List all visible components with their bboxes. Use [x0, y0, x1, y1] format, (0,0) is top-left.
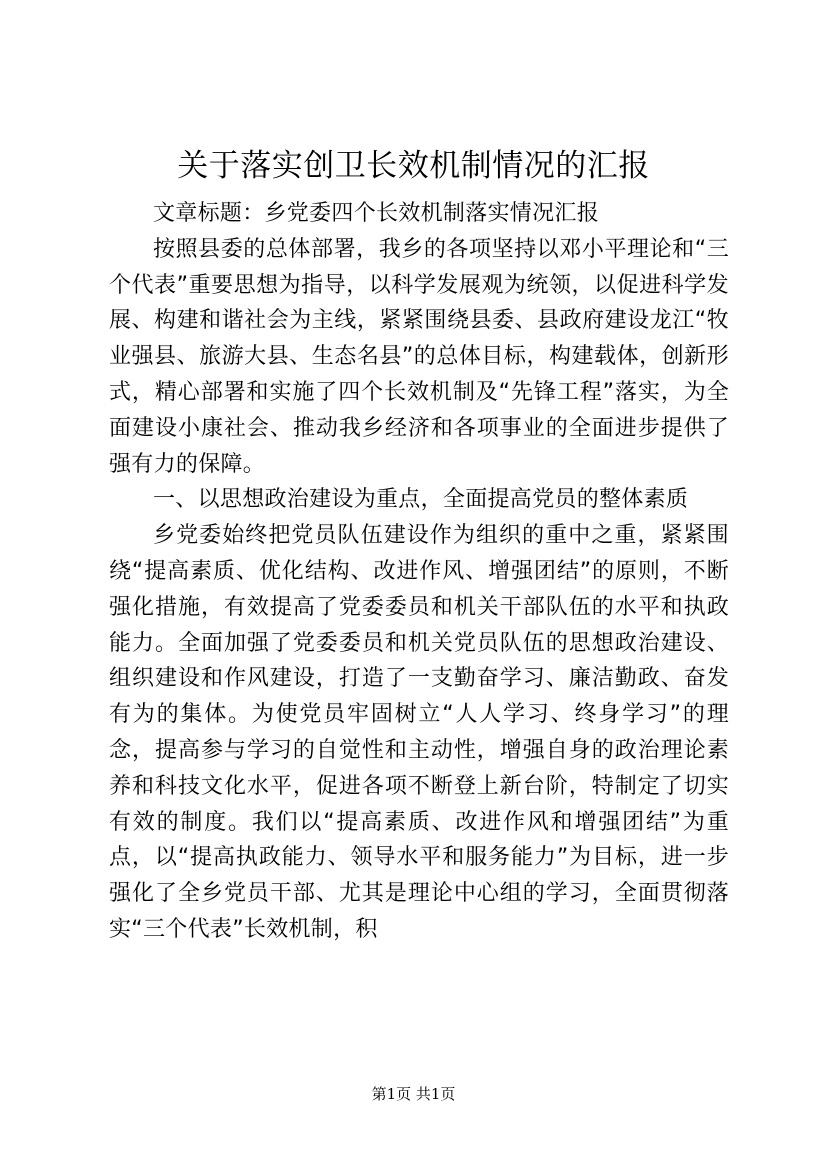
page-footer: 第1页 共1页 [371, 1085, 456, 1103]
intro-paragraph: 按照县委的总体部署，我乡的各项坚持以邓小平理论和“三个代表”重要思想为指导，以科学发展观为统领，以促进科学发展、构建和谐社会为主线，紧紧围绕县委、县政府建设龙江“牧业强县、旅游大县、生态名县”的总体目标，构建载体，创新形式，精心部署和实施了四个长效机制及“先锋工程”落实，为全面建设小康社会、推动我乡经济和各项事业的全面进步提供了强有力的保障。 [109, 236, 729, 477]
section-heading: 一、以思想政治建设为重点，全面提高党员的整体素质 [153, 487, 689, 513]
document-title: 关于落实创卫长效机制情况的汇报 [177, 148, 650, 184]
document-body [109, 196, 729, 948]
article-subtitle-paragraph: 文章标题：乡党委四个长效机制落实情况汇报 [153, 201, 600, 226]
section-body-paragraph: 乡党委始终把党员队伍建设作为组织的重中之重，紧紧围绕“提高素质、优化结构、改进作风、增强团结”的原则，不断强化措施，有效提高了党委委员和机关干部队伍的水平和执政能力。全面加强了党委委员和机关党员队伍的思想政治建设、组织建设和作风建设，打造了一支勤奋学习、廉洁勤政、奋发有为的集体。为使党员牢固树立“人人学习、终身学习”的理念，提高参与学习的自觉性和主动性，增强自身的政治理论素养和科技文化水平，促进各项不断登上新台阶，特制定了切实有效的制度。我们以“提高素质、改进作风和增强团结”为重点，以“提高执政能力、领导水平和服务能力”为目标，进一步强化了全乡党员干部、尤其是理论中心组的学习，全面贯彻落实“三个代表”长效机制，积 [109, 523, 729, 942]
